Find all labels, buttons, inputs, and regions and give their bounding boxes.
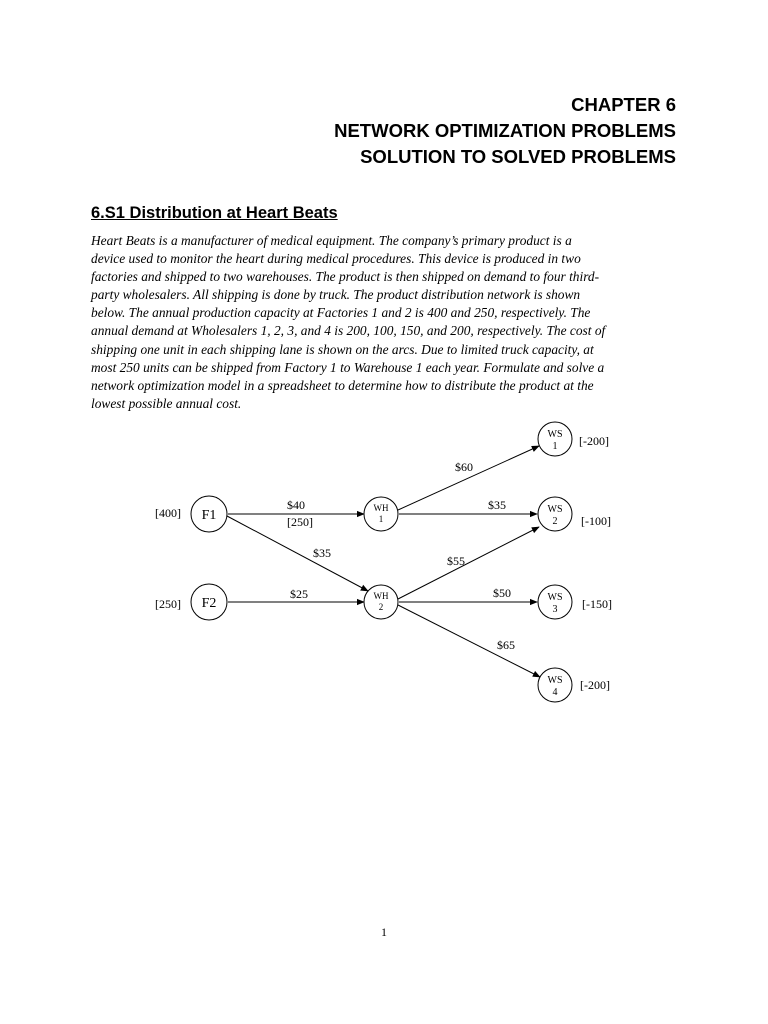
node-wh2-number: 2 bbox=[378, 602, 384, 612]
node-wh1-label: WH bbox=[373, 503, 389, 513]
ws1-demand-label: [-200] bbox=[579, 434, 609, 448]
arc-f2-wh2-cost: $25 bbox=[290, 587, 308, 601]
section-title: 6.S1 Distribution at Heart Beats bbox=[91, 204, 338, 222]
problem-line: lowest possible annual cost. bbox=[91, 395, 242, 411]
chapter-subtitle: SOLUTION TO SOLVED PROBLEMS bbox=[360, 146, 676, 167]
ws3-demand-label: [-150] bbox=[582, 597, 612, 611]
node-ws1-number: 1 bbox=[552, 441, 558, 452]
arc-wh2-ws4-cost: $65 bbox=[497, 638, 515, 652]
node-wh1-number: 1 bbox=[378, 514, 384, 524]
problem-line: device used to monitor the heart during medical procedures. This device is produced in two bbox=[91, 251, 581, 267]
f1-supply-label: [400] bbox=[155, 506, 181, 520]
ws2-demand-label: [-100] bbox=[581, 514, 611, 528]
problem-line: annual demand at Wholesalers 1, 2, 3, and 4 is 200, 100, 150, and 200, respectively. The cost of bbox=[91, 323, 606, 339]
ws4-demand-label: [-200] bbox=[580, 678, 610, 692]
chapter-number: CHAPTER 6 bbox=[571, 94, 676, 115]
node-wh2-label: WH bbox=[373, 591, 389, 601]
arc-wh1-ws2-cost: $35 bbox=[488, 498, 506, 512]
arc-wh2-ws4 bbox=[398, 605, 540, 677]
node-ws2-number: 2 bbox=[552, 516, 558, 527]
problem-line: network optimization model in a spreadsheet to determine how to distribute the product at the bbox=[91, 377, 594, 393]
arc-f1-wh2-cost: $35 bbox=[313, 546, 331, 560]
node-ws1-label: WS bbox=[547, 429, 563, 440]
arc-wh1-ws1-cost: $60 bbox=[455, 460, 473, 474]
arc-wh2-ws2-cost: $55 bbox=[447, 554, 465, 568]
arc-wh1-ws1 bbox=[398, 446, 539, 510]
problem-line: party wholesalers. All shipping is done by truck. The product distribution network is shown bbox=[91, 287, 581, 303]
chapter-title: NETWORK OPTIMIZATION PROBLEMS bbox=[334, 120, 676, 141]
node-ws4-label: WS bbox=[547, 675, 563, 686]
arc-wh2-ws3-cost: $50 bbox=[493, 586, 511, 600]
f2-supply-label: [250] bbox=[155, 597, 181, 611]
page-number: 1 bbox=[381, 925, 387, 939]
node-ws2-label: WS bbox=[547, 504, 563, 515]
arc-f1-wh1-capacity: [250] bbox=[287, 515, 313, 529]
node-ws3-label: WS bbox=[547, 592, 563, 603]
arc-f1-wh1-cost: $40 bbox=[287, 498, 305, 512]
node-ws3-number: 3 bbox=[552, 604, 558, 615]
problem-line: below. The annual production capacity at Factories 1 and 2 is 400 and 250, respectively. The bbox=[91, 305, 591, 321]
arc-wh2-ws2 bbox=[398, 527, 539, 599]
node-f2-label: F2 bbox=[201, 596, 217, 611]
problem-line: most 250 units can be shipped from Factory 1 to Warehouse 1 each year. Formulate and solve a bbox=[91, 359, 605, 375]
node-f1-label: F1 bbox=[201, 508, 217, 523]
node-ws4-number: 4 bbox=[552, 687, 558, 698]
problem-line: Heart Beats is a manufacturer of medical equipment. The company’s primary product is a bbox=[91, 233, 572, 248]
problem-line: shipping one unit in each shipping lane is shown on the arcs. Due to limited truck capacity, at bbox=[91, 341, 594, 357]
problem-line: factories and shipped to two warehouses. The product is then shipped on demand to four third- bbox=[91, 269, 600, 285]
